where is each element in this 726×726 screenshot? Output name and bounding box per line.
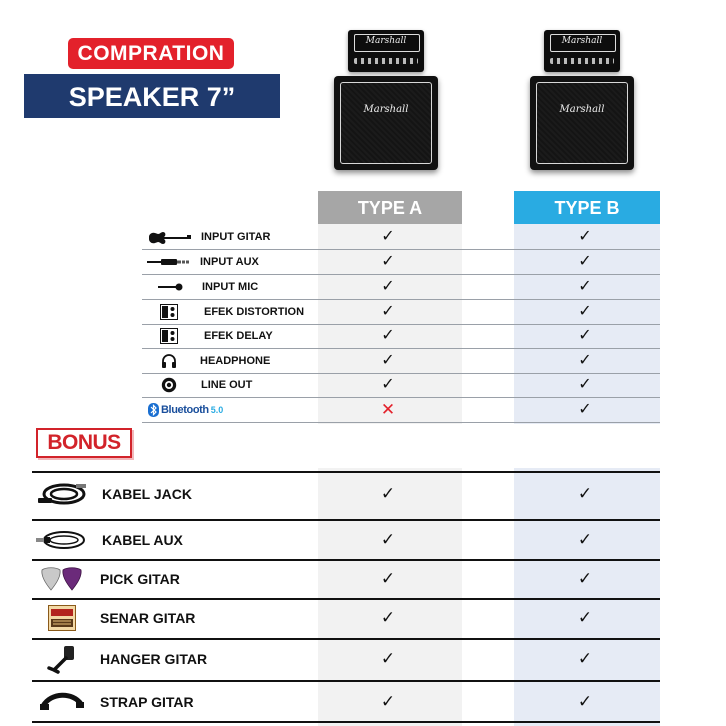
amp-logo: Marshall — [365, 36, 407, 46]
type-b-check: ✓ — [577, 649, 593, 668]
comparison-badge: COMPRATION — [68, 38, 234, 69]
bonus-row — [32, 640, 660, 678]
bonus-label: HANGER GITAR — [100, 651, 208, 667]
amp-cabinet — [334, 76, 438, 170]
feature-row — [142, 373, 660, 398]
type-b-check: ✓ — [578, 352, 592, 369]
guitar-strap-icon — [34, 687, 90, 717]
type-a-check: ✓ — [381, 278, 395, 295]
feature-label: INPUT MIC — [202, 281, 259, 293]
type-b-check: ✓ — [577, 530, 593, 549]
feature-row — [142, 300, 660, 325]
type-b-check: ✓ — [578, 376, 592, 393]
amp-cabinet — [530, 76, 634, 170]
jack-cable-icon — [34, 479, 90, 509]
type-b-check: ✓ — [577, 608, 593, 627]
type-b-check: ✓ — [577, 692, 593, 711]
type-a-check: ✓ — [381, 253, 395, 270]
type-a-check: ✓ — [381, 327, 395, 344]
type-a-cross: ✕ — [380, 400, 396, 419]
divider — [32, 471, 660, 473]
feature-label: HEADPHONE — [200, 355, 271, 367]
feature-row — [142, 250, 660, 275]
bonus-row — [32, 683, 660, 721]
type-b-check: ✓ — [578, 303, 592, 320]
amp-logo: Marshall — [363, 104, 409, 115]
bonus-row — [32, 521, 660, 559]
bonus-row — [32, 599, 660, 637]
bonus-row — [32, 475, 660, 513]
type-a-check: ✓ — [380, 530, 396, 549]
divider — [32, 721, 660, 723]
guitar-strings-icon — [34, 603, 90, 633]
aux-cable-icon — [34, 525, 90, 555]
bonus-badge: BONUS — [36, 428, 132, 458]
bonus-label: PICK GITAR — [100, 571, 180, 587]
type-b-check: ✓ — [578, 228, 592, 245]
line-out-jack-icon — [146, 377, 192, 393]
amp-logo: Marshall — [561, 36, 603, 46]
type-b-check: ✓ — [577, 569, 593, 588]
feature-label: INPUT GITAR — [201, 231, 271, 243]
type-a-check: ✓ — [380, 608, 396, 627]
type-b-check: ✓ — [578, 253, 592, 270]
electric-guitar-icon — [146, 229, 192, 245]
headphone-icon — [146, 353, 192, 369]
page-title: SPEAKER 7” — [24, 74, 280, 118]
aux-plug-icon — [146, 254, 192, 270]
feature-row — [142, 225, 660, 250]
effect-pedal-icon — [146, 328, 192, 344]
bonus-label: STRAP GITAR — [100, 694, 194, 710]
type-a-check: ✓ — [380, 484, 396, 503]
feature-label: INPUT AUX — [200, 256, 259, 268]
type-a-check: ✓ — [381, 376, 395, 393]
type-b-header: TYPE B — [514, 191, 660, 224]
feature-row — [142, 275, 660, 300]
type-b-check: ✓ — [578, 327, 592, 344]
feature-row — [142, 398, 660, 423]
feature-row — [142, 324, 660, 349]
product-image-type-b — [530, 30, 634, 172]
bonus-label: KABEL AUX — [102, 532, 183, 548]
type-a-check: ✓ — [380, 692, 396, 711]
bonus-label: SENAR GITAR — [100, 610, 196, 626]
bluetooth-version: 5.0 — [210, 405, 224, 415]
type-a-check: ✓ — [381, 352, 395, 369]
bluetooth-label: Bluetooth — [161, 404, 209, 416]
feature-label: EFEK DISTORTION — [204, 306, 305, 318]
bonus-label: KABEL JACK — [102, 486, 192, 502]
guitar-pick-icon — [34, 564, 90, 594]
bonus-row — [32, 560, 660, 598]
bluetooth-icon — [146, 402, 232, 418]
product-image-type-a — [334, 30, 438, 172]
divider — [32, 680, 660, 682]
type-a-check: ✓ — [381, 228, 395, 245]
amp-head — [544, 30, 620, 72]
type-a-check: ✓ — [380, 569, 396, 588]
type-b-check: ✓ — [577, 484, 593, 503]
type-a-check: ✓ — [381, 303, 395, 320]
type-a-check: ✓ — [380, 649, 396, 668]
feature-label: LINE OUT — [201, 379, 253, 391]
amp-head — [348, 30, 424, 72]
type-b-check: ✓ — [578, 401, 592, 418]
feature-row — [142, 349, 660, 374]
feature-label: EFEK DELAY — [204, 330, 273, 342]
effect-pedal-icon — [146, 304, 192, 320]
microphone-icon — [146, 279, 192, 295]
type-a-header: TYPE A — [318, 191, 462, 224]
amp-logo: Marshall — [559, 104, 605, 115]
type-b-check: ✓ — [578, 278, 592, 295]
guitar-hanger-icon — [34, 644, 90, 674]
